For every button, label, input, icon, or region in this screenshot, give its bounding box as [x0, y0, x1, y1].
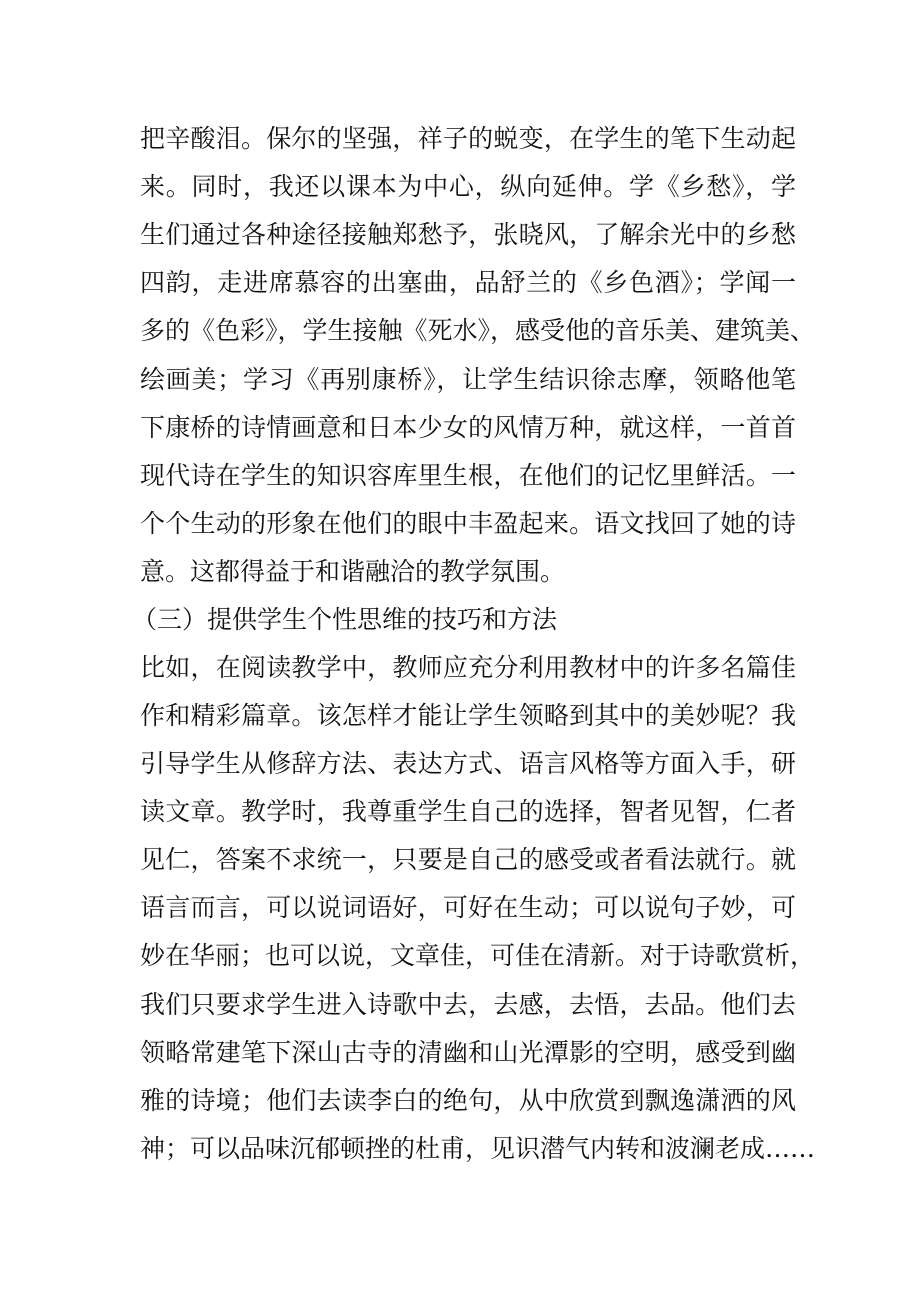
paragraph-line: 四韵，走进席慕容的出塞曲，品舒兰的《乡色酒》；学闻一 — [140, 268, 796, 297]
paragraph-line: 妙在华丽；也可以说，文章佳，可佳在清新。对于诗歌赏析， — [140, 941, 816, 970]
paragraph-line: 比如，在阅读教学中，教师应充分利用教材中的许多名篇佳 — [140, 653, 796, 682]
paragraph-line: 个个生动的形象在他们的眼中丰盈起来。语文找回了她的诗 — [140, 509, 796, 538]
paragraph-line: 生们通过各种途径接触郑愁予，张晓风，了解余光中的乡愁 — [140, 220, 796, 249]
paragraph-line: 绘画美；学习《再别康桥》，让学生结识徐志摩，领略他笔 — [140, 365, 796, 394]
paragraph-line: 领略常建笔下深山古寺的清幽和山光潭影的空明，感受到幽 — [140, 1038, 796, 1067]
paragraph-line: 引导学生从修辞方法、表达方式、语言风格等方面入手，研 — [140, 749, 796, 778]
paragraph-line: 下康桥的诗情画意和日本少女的风情万种，就这样，一首首 — [140, 413, 796, 442]
paragraph-line: 意。这都得益于和谐融洽的教学氛围。 — [140, 557, 566, 586]
paragraph-line: 现代诗在学生的知识容库里生根，在他们的记忆里鲜活。一 — [140, 461, 796, 490]
paragraph-line: 读文章。教学时，我尊重学生自己的选择，智者见智，仁者 — [140, 797, 796, 826]
paragraph-line: 雅的诗境；他们去读李白的绝句，从中欣赏到飘逸潇洒的风 — [140, 1086, 796, 1115]
section-heading: （三）提供学生个性思维的技巧和方法 — [132, 605, 558, 634]
paragraph-line: 神；可以品味沉郁顿挫的杜甫，见识潜气内转和波澜老成…… — [140, 1134, 816, 1163]
paragraph-line: 见仁，答案不求统一，只要是自己的感受或者看法就行。就 — [140, 845, 796, 874]
paragraph-line: 来。同时，我还以课本为中心，纵向延伸。学《乡愁》，学 — [140, 172, 796, 201]
paragraph-line: 多的《色彩》，学生接触《死水》，感受他的音乐美、建筑美、 — [140, 316, 816, 345]
paragraph-line: 把辛酸泪。保尔的坚强，祥子的蜕变，在学生的笔下生动起 — [140, 124, 796, 153]
paragraph-line: 作和精彩篇章。该怎样才能让学生领略到其中的美妙呢？我 — [140, 701, 796, 730]
paragraph-line: 我们只要求学生进入诗歌中去，去感，去悟，去品。他们去 — [140, 990, 796, 1019]
paragraph-line: 语言而言，可以说词语好，可好在生动；可以说句子妙，可 — [140, 893, 796, 922]
